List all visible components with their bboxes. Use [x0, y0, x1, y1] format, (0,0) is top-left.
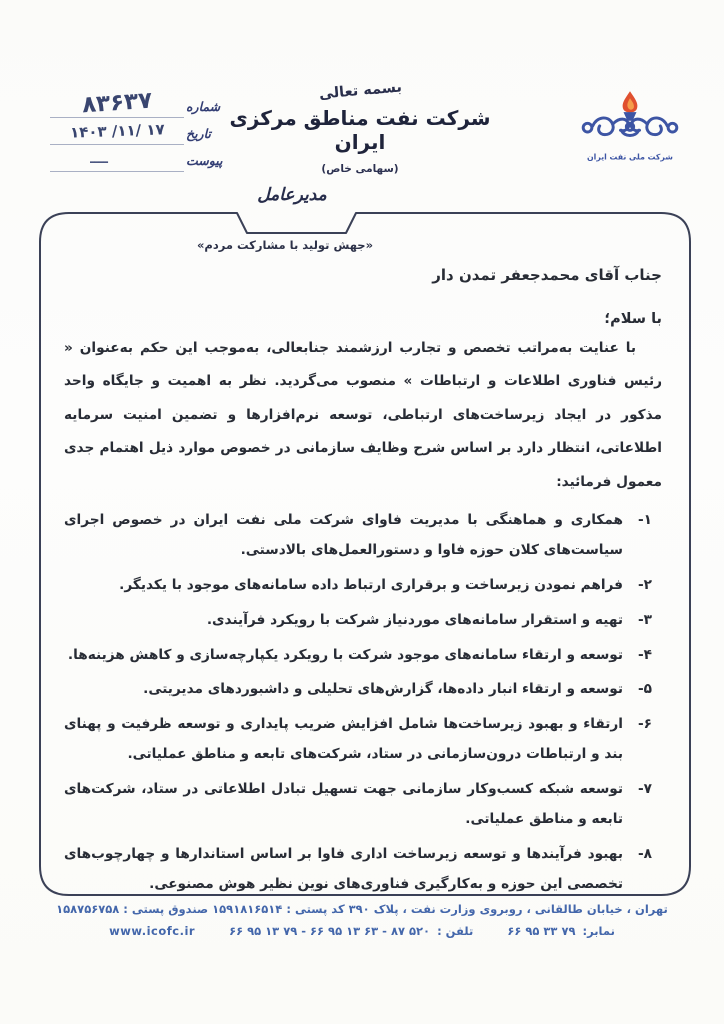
phone-group: [229, 924, 473, 938]
date-line: [50, 121, 184, 145]
nioc-logo: [578, 80, 682, 190]
footer-contacts: [0, 924, 724, 938]
besmele-calligraphy: بسمه تعالی: [317, 79, 403, 103]
company-type: (سهامی خاص): [321, 163, 399, 175]
letter-body: [64, 266, 662, 904]
company-name: شرکت نفت مناطق مرکزی ایران: [229, 106, 491, 154]
item-text: تهیه و استقرار سامانه‌های موردنیاز شرکت با رویکرد فرآیندی.: [206, 611, 623, 628]
attachment-value: ــــ: [90, 152, 108, 167]
item-number: ۴-: [637, 646, 652, 663]
addressee: جناب آقای محمدجعفر تمدن دار: [432, 266, 662, 284]
date-label: تاریخ: [186, 126, 211, 141]
year-slogan: «جهش تولید با مشارکت مردم»: [196, 238, 374, 252]
number-line: [50, 87, 184, 119]
phone-label: تلفن :: [437, 924, 474, 938]
item-text: توسعه شبکه کسب‌وکار سازمانی جهت تسهیل تبادل اطلاعاتی در ستاد، شرکت‌های تابعه و مناطق عملیاتی.: [64, 780, 623, 827]
website-link: www.icofc.ir: [109, 924, 196, 938]
list-item: [64, 775, 652, 835]
footer-address: تهران ، خیابان طالقانی ، روبروی وزارت نفت ، پلاک ۳۹۰ کد پستی : ۱۵۹۱۸۱۶۵۱۴ صندوق پستی : ۱۵۸۷۵۶۷۵۸: [56, 902, 668, 916]
footer: [0, 902, 724, 938]
item-number: ۷-: [637, 780, 652, 797]
list-item: [64, 571, 652, 601]
item-text: فراهم نمودن زیرساخت و برقراری ارتباط داده سامانه‌های موجود با یکدیگر.: [119, 576, 623, 593]
list-item: [64, 641, 652, 671]
unit-title: مدیرعامل: [257, 185, 327, 205]
letter-date-value: ۱۴۰۳ /۱۱/ ۱۷: [69, 120, 165, 142]
item-number: ۱-: [637, 512, 652, 529]
list-item: [64, 710, 652, 770]
item-number: ۶-: [637, 716, 652, 733]
item-number: ۸-: [637, 845, 652, 862]
attachment-line: [50, 148, 184, 172]
item-text: توسعه و ارتقاء انبار داده‌ها، گزارش‌های تحلیلی و داشبوردهای مدیریتی.: [143, 681, 623, 698]
letter-number-value: ۸۳۶۳۷: [81, 87, 153, 119]
salutation: با سلام؛: [604, 311, 662, 327]
logo-caption: شرکت ملی نفت ایران: [587, 152, 673, 162]
item-text: توسعه و ارتقاء سامانه‌های موجود شرکت با رویکرد یکپارچه‌سازی و کاهش هزینه‌ها.: [67, 646, 623, 663]
list-item: [64, 675, 652, 705]
item-number: ۵-: [637, 681, 652, 698]
fax-number: ۶۶ ۹۵ ۳۳ ۷۹: [507, 924, 576, 938]
letterhead-center: [205, 80, 515, 175]
item-number: ۲-: [637, 576, 652, 593]
item-text: بهبود فرآیندها و توسعه زیرساخت اداری فاوا بر اساس استاندارها و چهارچوب‌های تخصصی این حوزه و به‌کارگیری فناوری‌های نوین نظیر هوش مصنوعی.: [64, 845, 623, 892]
item-number: ۳-: [637, 611, 652, 628]
list-item: [64, 840, 652, 900]
duties-list: [64, 506, 662, 899]
fax-label: نمابر:: [582, 924, 615, 938]
flame-icon: [623, 91, 638, 112]
nioc-logo-graphic: [578, 80, 682, 184]
list-item: [64, 506, 652, 566]
intro-paragraph: با عنایت به‌مراتب تخصص و تجارب ارزشمند جنابعالی، به‌موجب این حکم به‌عنوان « رئیس فناوری اطلاعات و ارتباطات » منصوب می‌گردید. نظر به اهمیت و جایگاه واحد مذکور در ایجاد زیرساخت‌های ارتباطی، توسعه نرم‌افزارها و تضمین امنیت سرمایه اطلاعاتی، انتظار دارد بر اساس شرح وظایف سازمانی در خصوص موارد ذیل اهتمام جدی معمول فرمائید:: [64, 340, 662, 490]
attachment-label: پیوست: [186, 153, 223, 168]
item-text: ارتقاء و بهبود زیرساخت‌ها شامل افزایش ضریب پایداری و توسعه ظرفیت و پهنای بند و ارتباطات درون‌سازمانی در ستاد، شرکت‌های تابعه و مناطق عملیاتی.: [64, 716, 623, 763]
phone-numbers: ۶۶ ۹۵ ۱۳ ۷۹ - ۶۶ ۹۵ ۱۳ ۶۳ - ۸۷ ۵۲۰: [229, 924, 431, 938]
item-text: همکاری و هماهنگی با مدیریت فاوای شرکت ملی نفت ایران در خصوص اجرای سیاست‌های کلان حوزه فاوا و دستورالعمل‌های بالادستی.: [64, 512, 623, 558]
list-item: [64, 606, 652, 636]
number-label: شماره: [186, 99, 221, 114]
fax-group: [507, 924, 615, 938]
